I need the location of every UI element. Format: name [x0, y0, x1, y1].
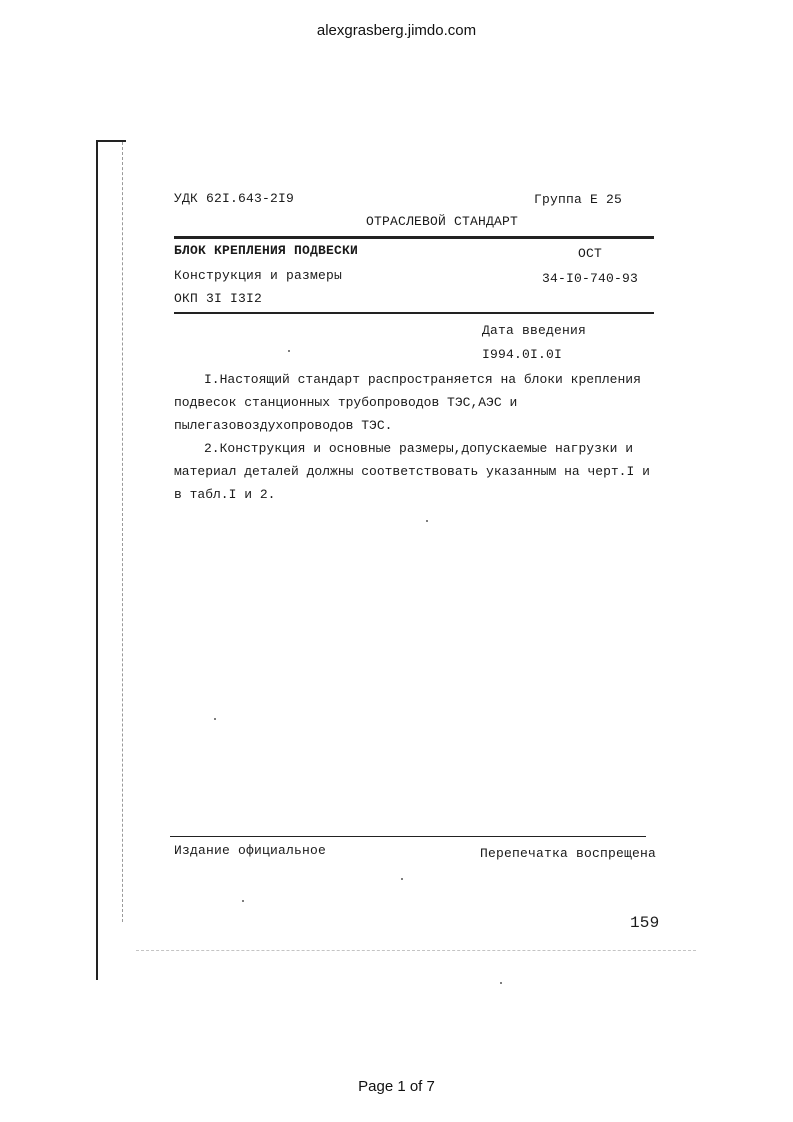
scan-speck: [426, 520, 428, 522]
intro-label: Дата введения: [482, 323, 587, 338]
reprint-note: Перепечатка воспрещена: [480, 846, 657, 861]
site-header: alexgrasberg.jimdo.com: [316, 22, 477, 39]
footer-rule: [170, 836, 646, 837]
standard-type: ОТРАСЛЕВОЙ СТАНДАРТ: [366, 214, 519, 229]
edition-note: Издание официальное: [174, 843, 327, 858]
scan-speck: [500, 982, 502, 984]
page-indicator: Page 1 of 7: [358, 1078, 435, 1095]
page-number: 159: [630, 914, 660, 932]
scan-edge: [136, 950, 696, 952]
udk-code: УДК 62I.643-2I9: [174, 191, 295, 206]
scan-edge: [96, 140, 98, 980]
paragraph-2: 2.Конструкция и основные размеры,допускаемые нагрузки и материал деталей должны соответствовать указанным на черт.I и в табл.I и 2.: [174, 441, 650, 502]
intro-date: I994.0I.0I: [482, 347, 563, 362]
scan-edge: [96, 140, 126, 142]
top-rule: [174, 236, 654, 239]
scan-speck: [214, 718, 216, 720]
ost-number: 34-I0-740-93: [542, 271, 639, 286]
header-rule: [174, 312, 654, 314]
scan-speck: [242, 900, 244, 902]
body-text: [174, 368, 654, 506]
ost-label: ОСТ: [578, 246, 603, 261]
okp-code: ОКП 3I I3I2: [174, 291, 263, 306]
group-code: Группа Е 25: [534, 192, 623, 207]
scan-edge: [122, 142, 124, 922]
document-title: БЛОК КРЕПЛЕНИЯ ПОДВЕСКИ: [174, 243, 359, 258]
document-subtitle: Конструкция и размеры: [174, 268, 343, 283]
scan-speck: [288, 350, 290, 352]
paragraph-1: I.Настоящий стандарт распространяется на блоки крепления подвесок станционных трубопроводов ТЭС,АЭС и пылегазовоздухопроводов ТЭС.: [174, 372, 641, 433]
scanned-page: [96, 140, 696, 980]
scan-speck: [401, 878, 403, 880]
